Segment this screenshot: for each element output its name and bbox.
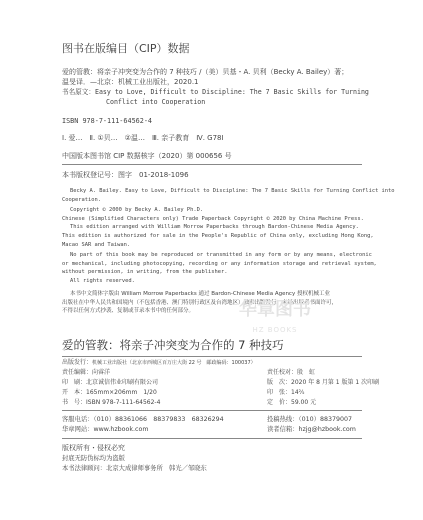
copyright-line: No part of this book may be reproduced or transmitted in any form or by any means, electronic [70, 252, 372, 259]
copyright-cn-line: 不得以任何方式抄袭、复制或节录本书中的任何部分。 [62, 308, 195, 315]
contact-row [62, 415, 362, 425]
website: 华章网站：www.hzbook.com [62, 426, 149, 433]
copyright-line: This edition is authorized for sale in the People's Republic of China only, excluding Hong Kong, [62, 232, 374, 239]
copyright-cn-line: 出版社在中华人民共和国境内（不包括香港、澳门特别行政区及台湾地区）独家出版发行。未经出版者书面许可， [62, 299, 338, 306]
copyright-line: without permission, in writing, from the publisher. [62, 269, 228, 276]
cip-line-1: 爱的管教：将亲子冲突变为合作的 7 种技巧 /（美）贝基・A. 贝利（Becky A. Bailey）著； [62, 68, 349, 76]
imprint-label: 责任校对： [267, 369, 298, 376]
cip-line-4: Conflict into Cooperation [106, 98, 206, 106]
contact-block [62, 415, 362, 435]
book-title: 爱的管教：将亲子冲突变为合作的 7 种技巧 [62, 338, 284, 352]
imprint-label: 责任编辑： [62, 369, 93, 376]
copyright-line: Cooperation. [62, 196, 101, 203]
cip-isbn: ISBN 978-7-111-64562-4 [62, 117, 153, 125]
copyright-cn-line: 本书中文简体字版由 William Morrow Paperbacks 通过 Bardon-Chinese Media Agency 授权机械工业 [70, 291, 330, 297]
imprint-label: 印 刷： [62, 379, 87, 386]
copyright-line: or mechanical, including photocopying, recording or any information storage and retrieval system, [62, 260, 377, 267]
imprint-label: 书 号： [62, 399, 87, 406]
imprint-label: 开 本： [62, 389, 87, 396]
contact-row [62, 425, 362, 435]
cip-line-2: 温旻译．—北京：机械工业出版社，2020.1 [62, 78, 199, 86]
imprint-row [62, 398, 362, 408]
customer-phone: 客服电话：（010）88361066 88379833 68326294 [62, 416, 224, 423]
rights-block [62, 443, 207, 473]
copyright-line: Becky A. Bailey. Easy to Love, Difficult to Discipline: The 7 Basic Skills for Turning Conflict into [70, 188, 395, 194]
cip-number: 中国版本图书馆 CIP 数据核字（2020）第 000656 号 [62, 152, 232, 160]
submission-phone: 投稿热线：（010）88379007 [267, 416, 352, 423]
divider-top [62, 164, 362, 165]
imprint-row [62, 378, 380, 388]
cip-block [62, 67, 369, 107]
imprint-value: 北京诚信伟业印刷有限公司 [86, 379, 159, 386]
imprint-value: 59.00 元 [291, 399, 317, 406]
copyright-line: Copyright © 2000 by Becky A. Bailey Ph.D. [70, 207, 204, 214]
imprint-block [62, 358, 380, 408]
anti-piracy-note: 封底无防伪标均为盗版 [62, 455, 125, 462]
imprint-row [62, 368, 362, 378]
reader-email: 读者信箱：hzjg@hzbook.com [267, 426, 356, 433]
imprint-label: 出版发行： [62, 359, 93, 366]
copyright-block [62, 187, 395, 286]
copyright-line: Chinese (Simplified Characters only) Trade Paperback Copyright © 2020 by China Machine Press. [62, 215, 364, 222]
cip-title: 图书在版编目（CIP）数据 [62, 42, 190, 55]
watermark-cn: 华章图书 [239, 299, 311, 320]
copyright-line: This edition arranged with William Morrow Paperbacks through Bardon-Chinese Media Agency. [70, 224, 359, 231]
divider-contact [62, 410, 362, 411]
imprint-value: ISBN 978-7-111-64562-4 [86, 399, 161, 406]
cip-subjects: Ⅰ. 爱… Ⅱ. ①贝… ②温… Ⅲ. 亲子教育 Ⅳ. G78Ⅰ [62, 134, 224, 142]
legal-counsel: 本书法律顾问：北京大成律师事务所 韩光／邹晓东 [62, 464, 207, 472]
divider-bottom [62, 438, 362, 439]
divider-imprint [62, 356, 362, 357]
cip-line-3: 书名原文：Easy to Love, Difficult to Discipline: The 7 Basic Skills for Turning [62, 88, 369, 96]
imprint-row [62, 388, 362, 398]
copyright-registration: 本书版权登记号：图字 01-2018-1096 [62, 171, 189, 179]
imprint-value: 向睿洋 [92, 369, 111, 376]
imprint-value: 14⅖ [291, 389, 305, 396]
imprint-value: 机械工业出版社（北京市西城区百万庄大街 22 号 邮政编码：100037） [92, 360, 256, 366]
watermark-en: HZ BOOKS [252, 326, 298, 334]
imprint-value: 殷 虹 [297, 369, 316, 376]
copyright-line: All rights reserved. [70, 277, 135, 284]
copyright-line: Macao SAR and Taiwan. [62, 241, 131, 248]
imprint-label: 版 次： [267, 379, 292, 386]
rights-reserved: 版权所有・侵权必究 [62, 444, 125, 452]
imprint-row [62, 358, 362, 368]
imprint-value: 2020 年 8 月第 1 版第 1 次印刷 [291, 379, 380, 386]
imprint-label: 印 张： [267, 389, 292, 396]
imprint-value: 165mm×206mm 1/20 [86, 389, 157, 396]
imprint-label: 定 价： [267, 399, 292, 406]
